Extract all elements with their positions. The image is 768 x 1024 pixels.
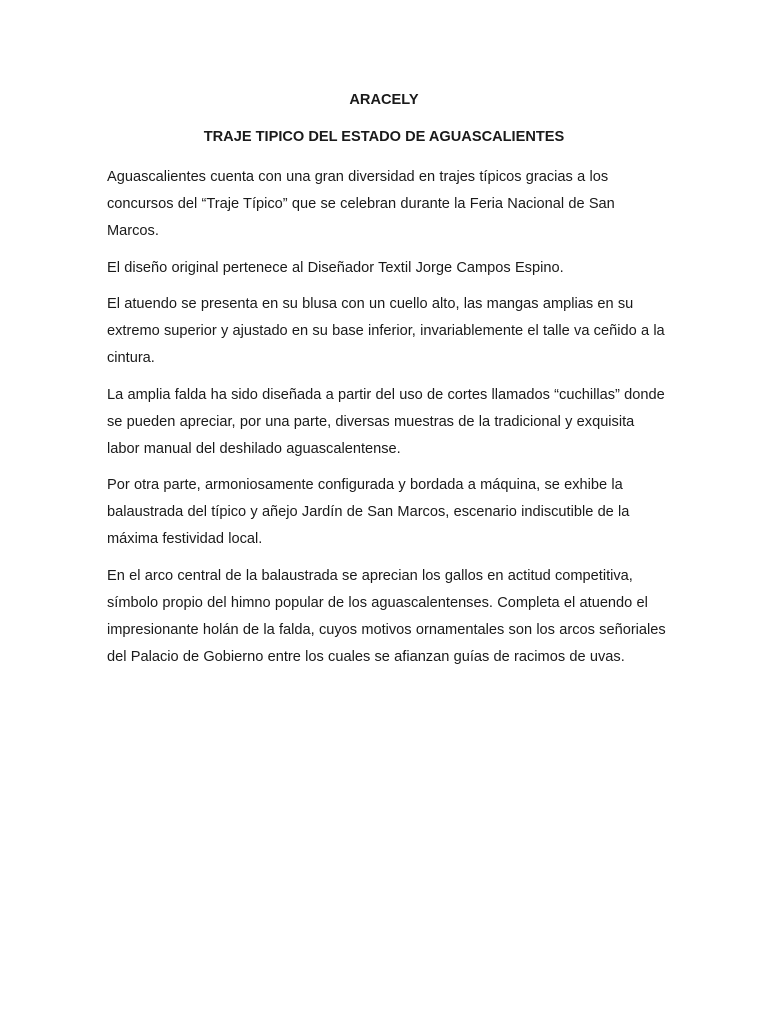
document-body [107, 164, 667, 680]
paragraph-balustrade: Por otra parte, armoniosamente configurada y bordada a máquina, se exhibe la balaustrada del típico y añejo Jardín de San Marcos, escenario indiscutible de la máxima festividad local. [107, 477, 630, 547]
paragraph-skirt: La amplia falda ha sido diseñada a partir del uso de cortes llamados “cuchillas” donde se pueden apreciar, por una parte, diversas muestras de la tradicional y exquisita labor manual del deshilado aguascalentense. [107, 386, 665, 457]
document-title: TRAJE TIPICO DEL ESTADO DE AGUASCALIENTES [203, 129, 565, 145]
paragraph-intro: Aguascalientes cuenta con una gran diversidad en trajes típicos gracias a los concursos del “Traje Típico” que se celebran durante la Feria Nacional de San Marcos. [107, 169, 615, 239]
paragraph-arch: En el arco central de la balaustrada se aprecian los gallos en actitud competitiva, símbolo propio del himno popular de los aguascalentenses. Completa el atuendo el impresionante holán de la falda, cuyos motivos ornamentales son los arcos señoriales del Palacio de Gobierno entre los cuales se afianzan guías de racimos de uvas. [107, 567, 666, 665]
paragraph-designer: El diseño original pertenece al Diseñador Textil Jorge Campos Espino. [107, 259, 564, 276]
author-name: ARACELY [349, 92, 419, 108]
paragraph-blouse: El atuendo se presenta en su blusa con un cuello alto, las mangas amplias en su extremo superior y ajustado en su base inferior, invariablemente el talle va ceñido a la cintura. [107, 296, 665, 366]
